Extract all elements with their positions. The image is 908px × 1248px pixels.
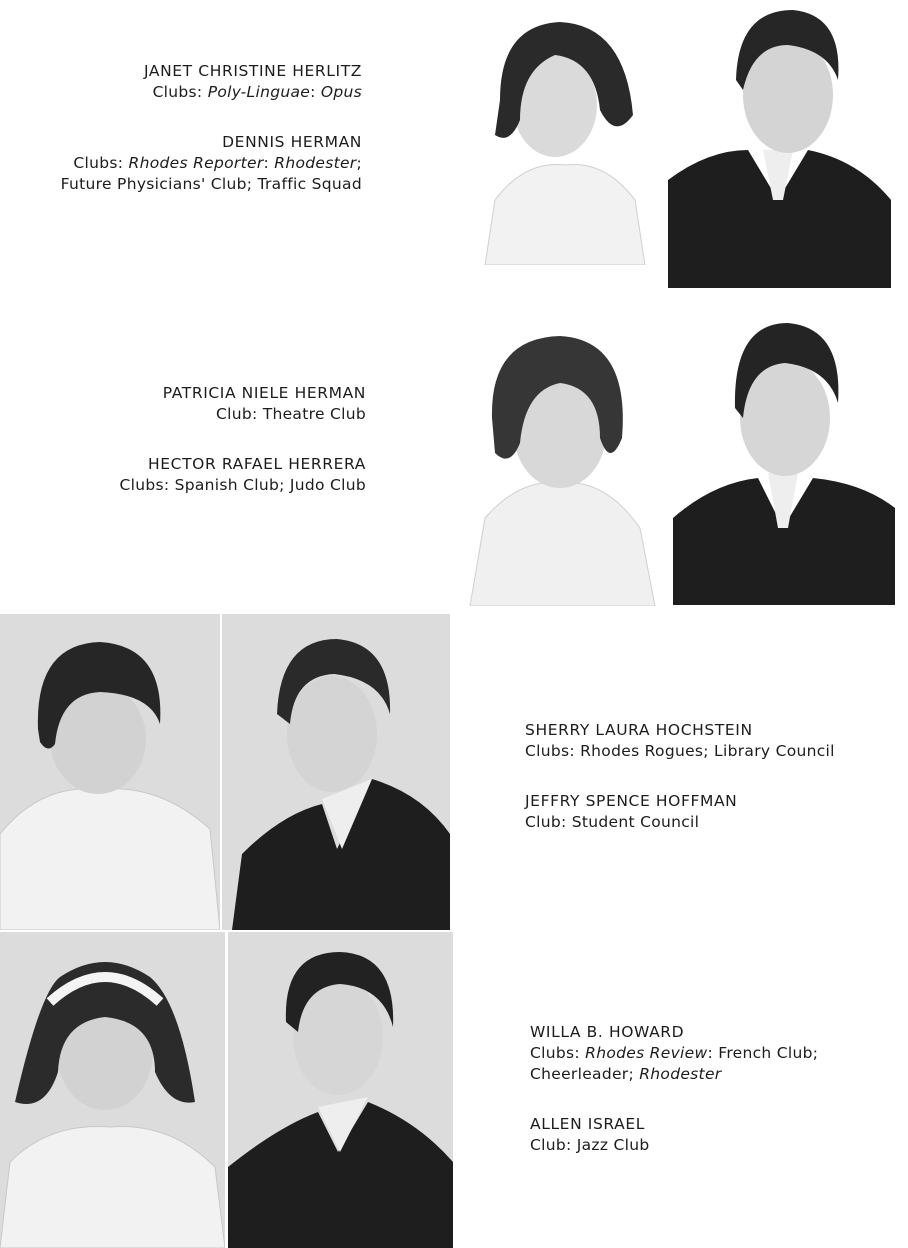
clubs-line [530,1135,818,1156]
club-publication-name: Poly-Linguae [207,83,311,101]
senior-name: SHERRY LAURA HOCHSTEIN [525,721,753,739]
clubs-line [525,741,835,762]
club-text: Clubs: Rhodes Rogues; Library Council [525,742,835,760]
club-publication-name: Rhodes Review [585,1044,708,1062]
club-publication-name: Rhodes Reporter [128,154,264,172]
clubs-line [61,174,362,195]
clubs-line [61,82,362,103]
entry-group-2 [119,383,366,496]
senior-clubs [119,475,366,496]
clubs-line [525,812,835,833]
senior-name: HECTOR RAFAEL HERRERA [148,455,366,473]
portrait-photo-hoffman [222,614,450,930]
club-publication-name: Opus [320,83,362,101]
club-text: : [310,83,321,101]
portrait-photo-herlitz [465,0,665,265]
senior-clubs [530,1043,818,1085]
portrait-photo-patricia-herman [440,318,670,606]
senior-clubs [525,741,835,762]
senior-clubs [61,82,362,103]
senior-name: PATRICIA NIELE HERMAN [162,384,366,402]
club-text: Club: Student Council [525,813,700,831]
senior-name: JANET CHRISTINE HERLITZ [143,62,362,80]
portrait-photo-dennis-herman [668,0,891,288]
clubs-line [530,1043,818,1064]
clubs-line [61,153,362,174]
entry-group-4 [530,1022,818,1156]
club-publication-name: Rhodester [274,154,357,172]
club-text: Clubs: [530,1044,586,1062]
club-text: : [263,154,275,172]
club-text: Clubs: Spanish Club; Judo Club [119,476,366,494]
senior-clubs [530,1135,818,1156]
club-text: Future Physicians' Club; Traffic Squad [60,175,362,193]
club-publication-name: Rhodester [639,1065,722,1083]
club-text: Cheerleader; [530,1065,640,1083]
club-text: ; [356,154,362,172]
senior-clubs [119,404,366,425]
club-text: : French Club; [707,1044,819,1062]
portrait-photo-israel [228,932,453,1248]
portrait-photo-herrera [673,318,895,605]
portrait-photo-howard [0,932,225,1248]
senior-name: DENNIS HERMAN [222,133,362,151]
clubs-line [119,475,366,496]
senior-clubs [61,153,362,195]
clubs-line [530,1064,818,1085]
club-text: Club: Theatre Club [215,405,366,423]
senior-name: ALLEN ISRAEL [530,1115,645,1133]
entry-group-1 [61,61,362,195]
clubs-line [119,404,366,425]
portrait-photo-hochstein [0,614,220,930]
senior-name: JEFFRY SPENCE HOFFMAN [525,792,738,810]
entry-group-3 [525,720,835,833]
club-text: Clubs: [152,83,208,101]
senior-name: WILLA B. HOWARD [530,1023,685,1041]
club-text: Club: Jazz Club [530,1136,650,1154]
senior-clubs [525,812,835,833]
club-text: Clubs: [73,154,129,172]
